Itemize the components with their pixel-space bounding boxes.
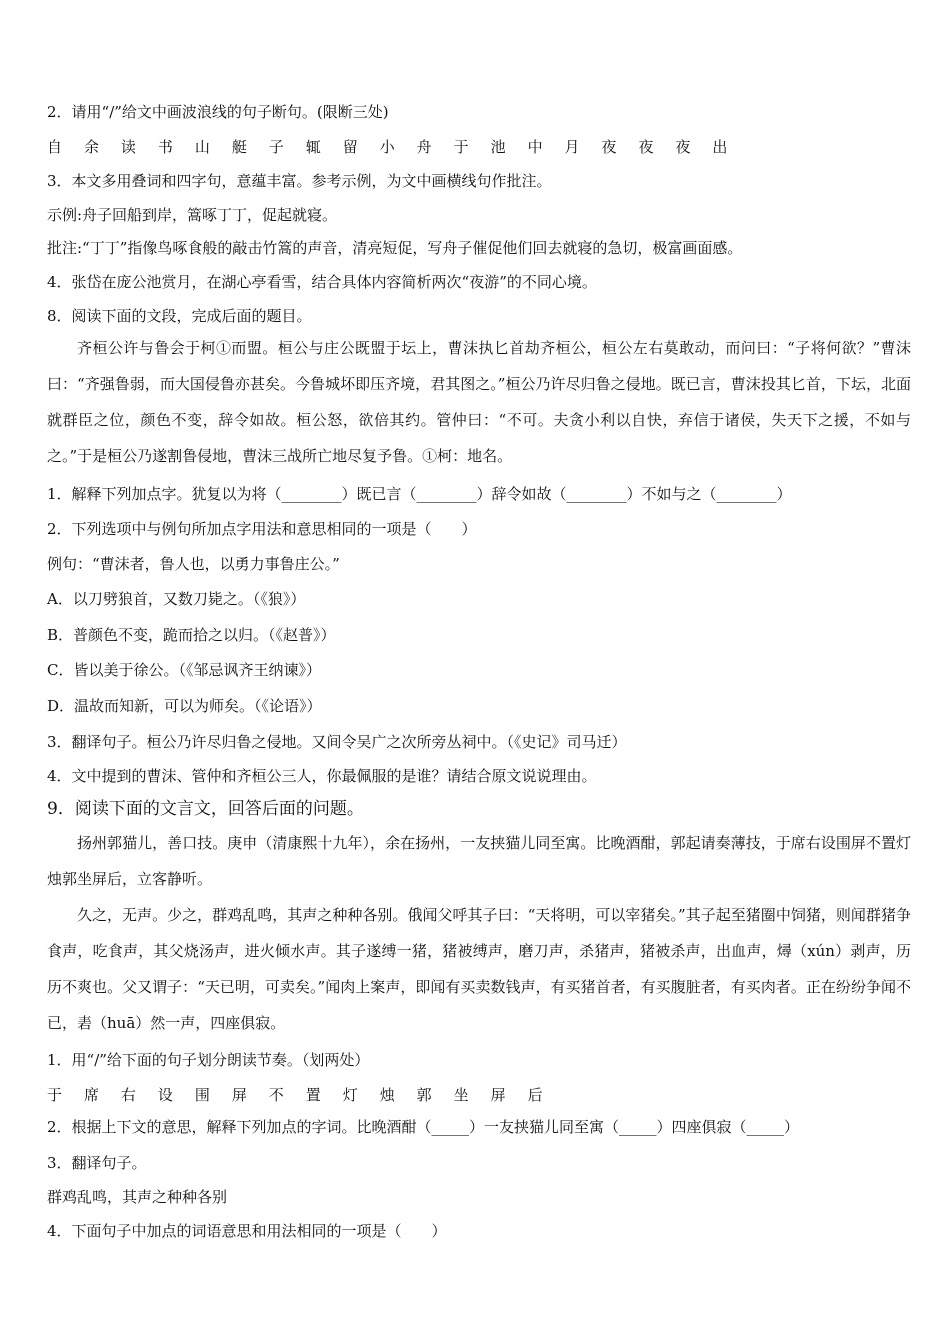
q8-4-prompt: 4．张岱在庞公池赏月，在湖心亭看雪，结合具体内容简析两次“夜游”的不同心境。 (47, 273, 597, 291)
q8-3-example: 示例:舟子回船到岸，篙啄丁丁，促起就寝。 (47, 206, 338, 224)
s9-q1: 1．用“/”给下面的句子划分朗读节奏。（划两处） (47, 1051, 370, 1069)
s8-option-a: A．以刀劈狼首，又数刀毙之。（《狼》） (47, 590, 306, 608)
s9-q4: 4．下面句子中加点的词语意思和用法相同的一项是（ ） (47, 1222, 447, 1240)
q8-2-chars: 自 余 读 书 山 艇 子 辄 留 小 舟 于 池 中 月 夜 夜 夜 出 (47, 138, 737, 156)
s8-q1: 1．解释下列加点字。犹复以为将（________）既已言（________）辞令如故（________）不如与之（________） (47, 485, 792, 503)
s8-q3: 3．翻译句子。桓公乃许尽归鲁之侵地。又间令吴广之次所旁丛祠中。（《史记》司马迁） (47, 733, 627, 751)
section-8-title: 8．阅读下面的文段，完成后面的题目。 (47, 307, 312, 325)
section-9-title: 9．阅读下面的文言文，回答后面的问题。 (47, 799, 364, 819)
s8-option-c: C．皆以美于徐公。（《邹忌讽齐王纳谏》） (47, 661, 321, 679)
section-9-para-2: 久之，无声。少之，群鸡乱鸣，其声之种种各别。俄闻父呼其子曰：“天将明，可以宰猪矣。”其子起至猪圈中饲猪，则闻群猪争食声，吃食声，其父烧汤声，进火倾水声。其子遂缚一猪，猪被缚声，磨刀声，杀猪声，猪被杀声，出血声，燖（xún）剥声，历历不爽也。父又谓子：“天已明，可卖矣。”闻肉上案声，即闻有买卖数钱声，有买猪首者，有买腹脏者，有买肉者。正在纷纷争闻不已，砉（huā）然一声，四座俱寂。 (47, 906, 911, 1032)
s8-option-d: D．温故而知新，可以为师矣。（《论语》） (47, 697, 322, 715)
s8-option-b: B．普颜色不变，跪而拾之以归。（《赵普》） (47, 626, 336, 644)
s8-example: 例句：“曹沫者，鲁人也，以勇力事鲁庄公。” (47, 555, 340, 573)
section-8-passage: 齐桓公许与鲁会于柯①而盟。桓公与庄公既盟于坛上，曹沫执匕首劫齐桓公，桓公左右莫敢动，而问曰：“子将何欲？”曹沫曰：“齐强鲁弱，而大国侵鲁亦甚矣。今鲁城坏即压齐境，君其图之。”桓公乃许尽归鲁之侵地。既已言，曹沫投其匕首，下坛，北面就群臣之位，颜色不变，辞令如故。桓公怒，欲倍其约。管仲曰：“不可。夫贪小利以自快，弃信于诸侯，失天下之援，不如与之。”于是桓公乃遂割鲁侵地，曹沫三战所亡地尽复予鲁。①柯：地名。 (47, 339, 911, 465)
s8-q4: 4．文中提到的曹沫、管仲和齐桓公三人，你最佩服的是谁？请结合原文说说理由。 (47, 767, 597, 785)
s9-q3-sentence: 群鸡乱鸣，其声之种种各别 (47, 1188, 228, 1206)
q8-2-prompt: 2．请用“/”给文中画波浪线的句子断句。(限断三处) (47, 103, 389, 121)
s9-q3: 3．翻译句子。 (47, 1154, 147, 1172)
s8-q2: 2．下列选项中与例句所加点字用法和意思相同的一项是（ ） (47, 520, 477, 538)
section-9-para-1: 扬州郭猫儿，善口技。庚申（清康熙十九年），余在扬州，一友挟猫儿同至寓。比晚酒酣，郭起请奏薄技，于席右设围屏不置灯烛郭坐屏后，立客静听。 (47, 834, 911, 888)
s9-q1-chars: 于 席 右 设 围 屏 不 置 灯 烛 郭 坐 屏 后 (47, 1086, 552, 1104)
q8-3-prompt: 3．本文多用叠词和四字句，意蕴丰富。参考示例，为文中画横线句作批注。 (47, 172, 552, 190)
s9-q2: 2．根据上下文的意思，解释下列加点的字词。比晚酒酣（_____）一友挟猫儿同至寓（_____）四座俱寂（_____） (47, 1118, 800, 1136)
q8-3-note: 批注:“丁丁”指像鸟啄食般的敲击竹篙的声音，清亮短促，写舟子催促他们回去就寝的急切，极富画面感。 (47, 239, 743, 257)
